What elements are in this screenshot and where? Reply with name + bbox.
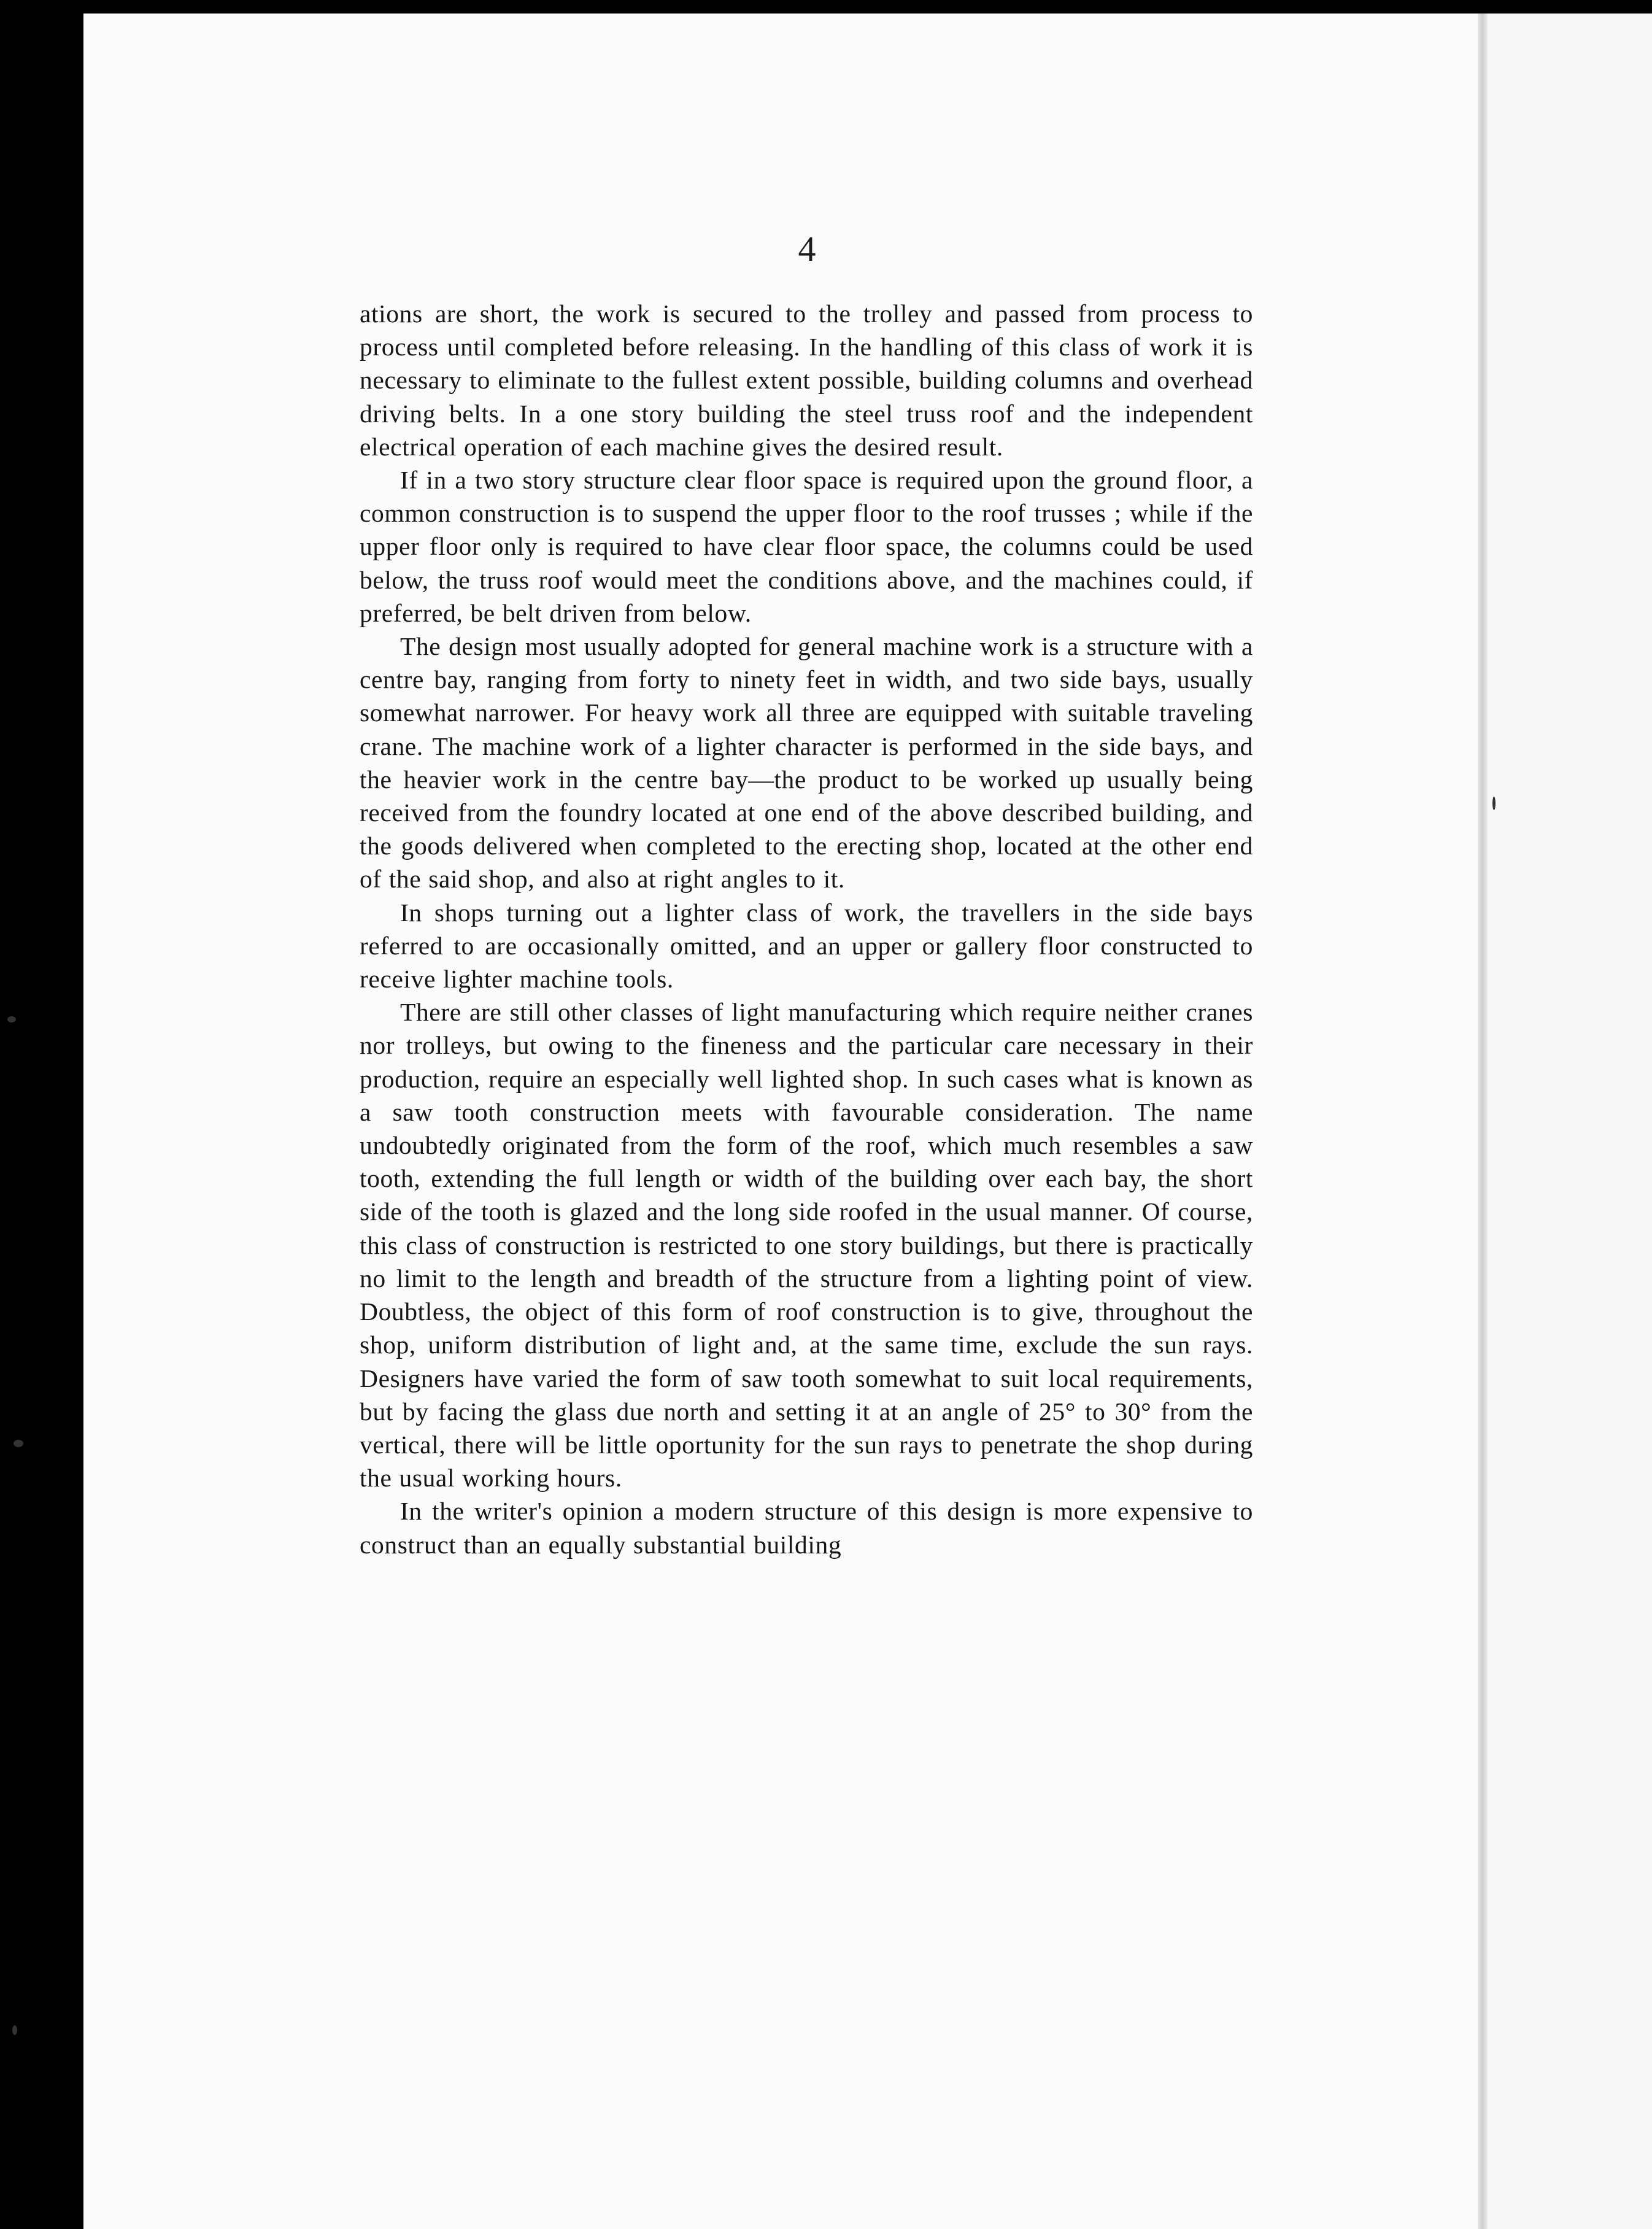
paragraph: If in a two story structure clear floor space is required upon the ground floor, a common construction is to suspend the upper floor to the roof trusses ; while if the upper floor only is required to have clear floor space, the columns could be used below, the truss roof would meet the conditions above, and the machines could, if preferred, be belt driven from below.: [360, 466, 1253, 627]
paragraph: There are still other classes of light manufacturing which require neither cranes nor trolleys, but owing to the fineness and the particular care necessary in their production, require an especially well lighted shop. In such cases what is known as a saw tooth construction meets with favourable consideration. The name undoubtedly originated from the form of the roof, which much resembles a saw tooth, extending the full length or width of the building over each bay, the short side of the tooth is glazed and the long side roofed in the usual manner. Of course, this class of construction is restricted to one story buildings, but there is practically no limit to the length and breadth of the structure from a lighting point of view. Doubtless, the object of this form of roof construction is to give, throughout the shop, uniform distribution of light and, at the same time, exclude the sun rays. Designers have varied the form of saw tooth somewhat to suit local requirements, but by facing the glass due north and setting it at an angle of 25° to 30° from the vertical, there will be little oportunity for the sun rays to penetrate the shop during the usual working hours.: [360, 998, 1253, 1493]
body-text: [360, 297, 1253, 1561]
scan-speck: [1492, 797, 1496, 810]
scan-speck: [12, 2025, 17, 2035]
facing-page-edge: [1488, 14, 1652, 2229]
scan-speck: [14, 1440, 23, 1447]
page-number: 4: [798, 229, 816, 269]
paragraph: The design most usually adopted for general machine work is a structure with a centre bay, ranging from forty to ninety feet in width, and two side bays, usually somewhat narrower. For heavy work all three are equipped with suitable traveling crane. The machine work of a lighter character is performed in the side bays, and the heavier work in the centre bay—the product to be worked up usually being received from the foundry located at one end of the above described building, and the goods delivered when completed to the erecting shop, located at the other end of the said shop, and also at right angles to it.: [360, 632, 1253, 894]
paragraph: In the writer's opinion a modern structure of this design is more expensive to construct than an equally substantial building: [360, 1497, 1253, 1559]
paragraph: ations are short, the work is secured to the trolley and passed from process to process until completed before releasing. In the handling of this class of work it is necessary to eliminate to the fullest extent possible, building columns and overhead driving belts. In a one story building the steel truss roof and the independent electrical operation of each machine gives the desired result.: [360, 299, 1253, 461]
scan-speck: [7, 1016, 16, 1022]
page-gutter: [1478, 14, 1488, 2229]
paragraph: In shops turning out a lighter class of work, the travellers in the side bays referred to are occasionally omitted, and an upper or gallery floor constructed to receive lighter machine tools.: [360, 898, 1253, 994]
